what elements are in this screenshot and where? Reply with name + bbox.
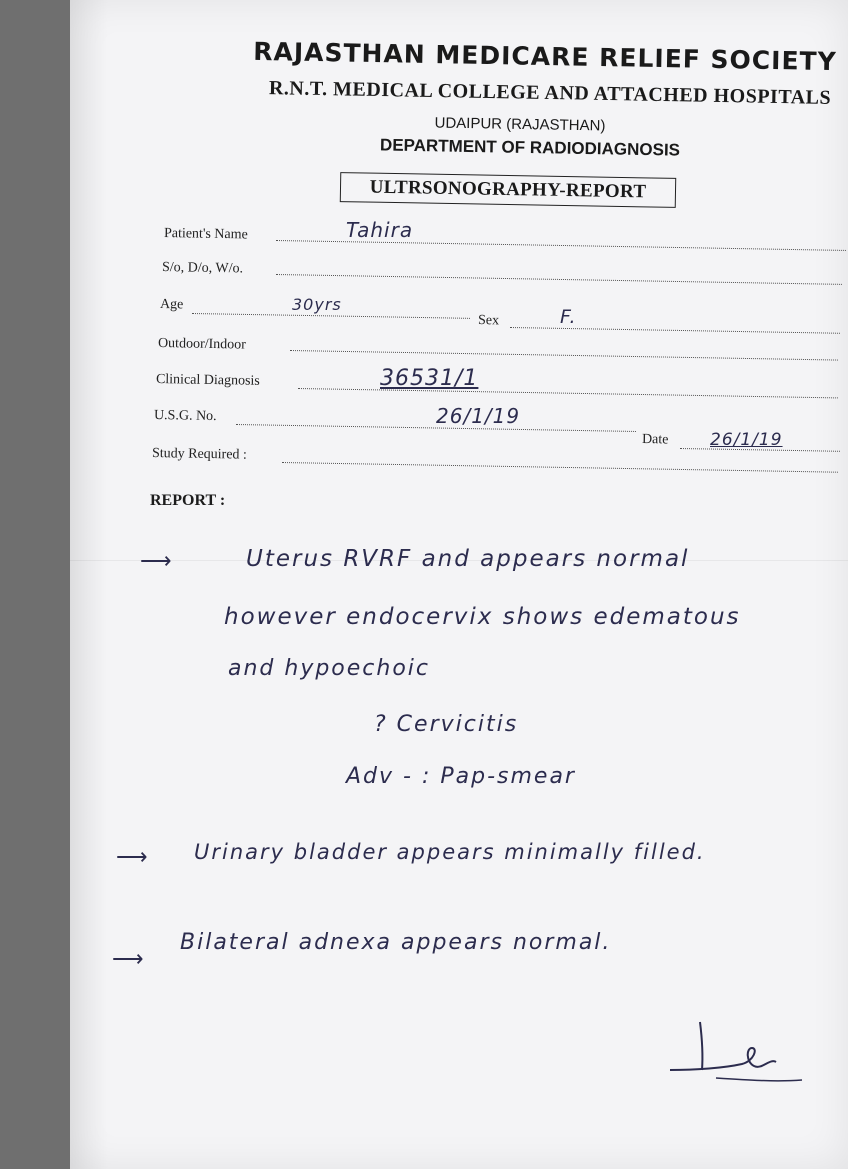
patient-name-value: Tahira bbox=[346, 218, 414, 242]
sex-value: F. bbox=[560, 306, 577, 328]
finding-line: Adv - : Pap-smear bbox=[346, 764, 576, 789]
clinical-label: Clinical Diagnosis bbox=[155, 372, 260, 389]
right-arrow-icon: ⟶ bbox=[116, 844, 148, 869]
usg-label: U.S.G. No. bbox=[153, 408, 217, 425]
clinical-value: 36531/1 bbox=[380, 366, 479, 391]
report-label: REPORT : bbox=[150, 492, 226, 509]
usg-value: 26/1/19 bbox=[436, 404, 521, 428]
college-title: R.N.T. MEDICAL COLLEGE AND ATTACHED HOSPITALS bbox=[268, 77, 832, 109]
right-arrow-icon: ⟶ bbox=[112, 946, 144, 971]
signature-icon bbox=[666, 1018, 806, 1088]
relation-label: S/o, D/o, W/o. bbox=[161, 260, 244, 277]
finding-line: Uterus RVRF and appears normal bbox=[246, 546, 690, 572]
city-line: UDAIPUR (RAJASTHAN) bbox=[434, 114, 606, 135]
finding-line: however endocervix shows edematous bbox=[224, 604, 741, 630]
date-label: Date bbox=[641, 432, 669, 448]
finding-line: Bilateral adnexa appears normal. bbox=[180, 930, 612, 955]
study-label: Study Required : bbox=[151, 446, 248, 463]
age-value: 30yrs bbox=[292, 295, 342, 314]
department-title: DEPARTMENT OF RADIODIAGNOSIS bbox=[379, 135, 681, 160]
finding-line: Urinary bladder appears minimally filled. bbox=[194, 840, 706, 864]
report-paper bbox=[70, 0, 848, 1169]
outdoor-label: Outdoor/Indoor bbox=[157, 336, 247, 353]
finding-line: ? Cervicitis bbox=[374, 712, 519, 737]
society-title: RAJASTHAN MEDICARE RELIEF SOCIETY bbox=[253, 36, 837, 77]
report-title: ULTRSONOGRAPHY-REPORT bbox=[340, 172, 676, 208]
sex-label: Sex bbox=[477, 313, 500, 329]
patient-name-label: Patient's Name bbox=[163, 226, 248, 243]
date-value: 26/1/19 bbox=[710, 430, 783, 450]
right-arrow-icon: ⟶ bbox=[140, 548, 172, 573]
finding-line: and hypoechoic bbox=[228, 656, 431, 681]
age-label: Age bbox=[159, 297, 184, 313]
